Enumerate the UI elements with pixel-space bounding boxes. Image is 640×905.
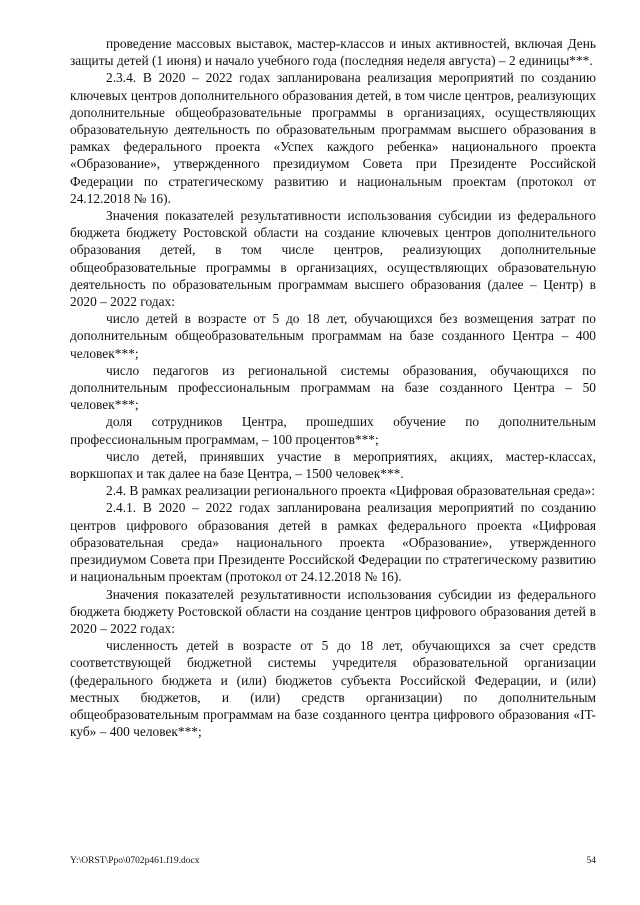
paragraph: 2.4.1. В 2020 – 2022 годах запланирована реализация мероприятий по созданию центров цифрового образования детей в рамках федерального проекта «Цифровая образовательная среда» национального проекта «Образование», утвержденного президиумом Совета при Президенте Российской Федерации по стратегическому развитию и национальным проектам (протокол от 24.12.2018 № 16). <box>70 500 596 585</box>
paragraph: проведение массовых выставок, мастер-классов и иных активностей, включая День защиты детей (1 июня) и начало учебного года (последняя неделя августа) – 2 единицы***. <box>70 36 596 69</box>
paragraph: 2.4. В рамках реализации регионального проекта «Цифровая образовательная среда»: <box>106 483 596 499</box>
paragraph: 2.3.4. В 2020 – 2022 годах запланирована реализация мероприятий по созданию ключевых центров дополнительного образования детей, в том числе центров, реализующих дополнительные общеобразовательные программы в организациях, осуществляющих образовательную деятельность по образовательным программам высшего образования в рамках федерального проекта «Успех каждого ребенка» национального проекта «Образование», утвержденного президиумом Совета при Президенте Российской Федерации по стратегическому развитию и национальным проектам (протокол от 24.12.2018 № 16). <box>70 70 596 206</box>
page-number: 54 <box>586 856 596 866</box>
file-path: Y:\ORST\Ppo\0702p461.f19.docx <box>70 856 200 866</box>
paragraph: доля сотрудников Центра, прошедших обучение по дополнительным профессиональным программам, – 100 процентов***; <box>70 414 596 447</box>
paragraph: число детей, принявших участие в мероприятиях, акциях, мастер-классах, воркшопах и так далее на базе Центра, – 1500 человек***. <box>70 448 596 482</box>
paragraph: численность детей в возрасте от 5 до 18 лет, обучающихся за счет средств соответствующей бюджетной системы учредителя образовательной организации (федерального бюджета и (или) бюджетов субъекта Российской Федерации, и (или) местных бюджетов, и (или) средств организации) по дополнительным общеобразовательным программам на базе созданного центра цифрового образования «IT-куб» – 400 человек***; <box>70 638 596 740</box>
paragraph: Значения показателей результативности использования субсидии из федерального бюджета бюджету Ростовской области на создание центров цифрового образования детей в 2020 – 2022 годах: <box>70 586 596 636</box>
paragraph: Значения показателей результативности использования субсидии из федерального бюджета бюджету Ростовской области на создание ключевых центров дополнительного образования детей, в том числе центров, реализующих дополнительные общеобразовательные программы в организациях, осуществляющих образовательную деятельность по образовательным программам высшего образования (далее – Центр) в 2020 – 2022 годах: <box>70 208 596 310</box>
page-footer <box>70 856 596 866</box>
paragraph: число детей в возрасте от 5 до 18 лет, обучающихся без возмещения затрат по дополнительным общеобразовательным программам на базе созданного Центра – 400 человек***; <box>70 311 596 361</box>
document-body <box>70 35 596 740</box>
paragraph: число педагогов из региональной системы образования, обучающихся по дополнительным профессиональным программам на базе созданного Центра – 50 человек***; <box>70 362 596 413</box>
